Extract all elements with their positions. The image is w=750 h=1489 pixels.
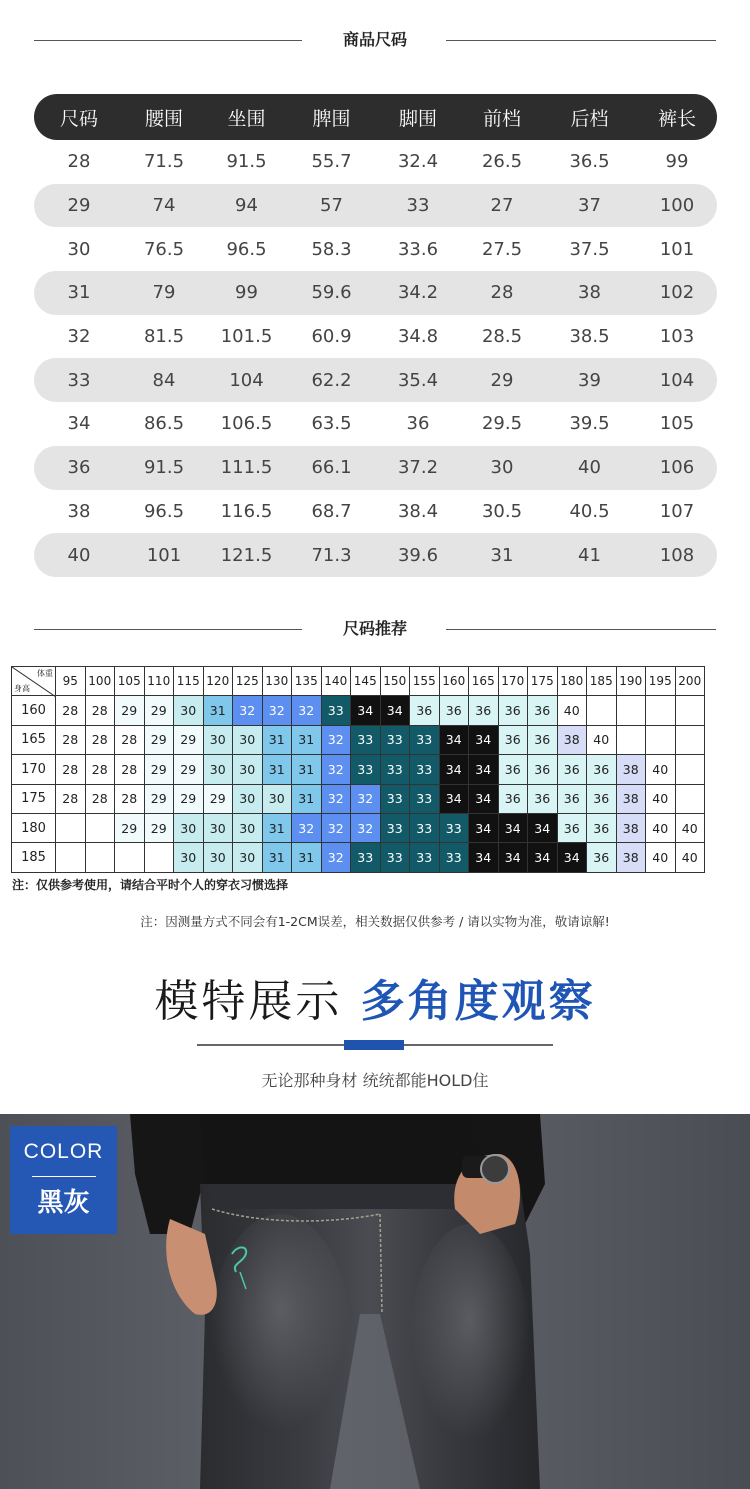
recommended-size-cell: 34	[498, 843, 528, 872]
table-row	[34, 271, 717, 315]
recommended-size-cell: 33	[351, 843, 381, 872]
recommended-size-cell: 40	[675, 813, 705, 842]
recommended-size-cell: 40	[557, 696, 587, 725]
recommended-size-cell: 36	[587, 784, 617, 813]
weight-header: 200	[675, 667, 705, 696]
recommended-size-cell: 34	[469, 755, 499, 784]
table-row	[34, 140, 717, 184]
height-row	[12, 725, 705, 754]
color-name: 黑灰	[37, 1188, 90, 1218]
table-cell: 37.2	[397, 457, 439, 479]
table-row	[34, 227, 717, 271]
recommended-size-cell: 36	[498, 725, 528, 754]
table-cell: 37	[578, 195, 601, 217]
recommended-size-cell	[56, 843, 86, 872]
recommended-size-cell	[616, 725, 646, 754]
recommended-size-cell: 38	[616, 784, 646, 813]
table-cell: 105	[659, 413, 695, 435]
recommended-size-cell: 34	[469, 813, 499, 842]
table-cell: 29	[490, 369, 514, 391]
height-header: 160	[12, 696, 56, 725]
height-row	[12, 755, 705, 784]
recommended-size-cell: 33	[439, 813, 469, 842]
rec-section-title: 尺码推荐	[342, 619, 407, 638]
recommended-size-cell: 36	[557, 755, 587, 784]
recommended-size-cell: 28	[115, 725, 145, 754]
recommended-size-cell: 31	[292, 843, 322, 872]
recommended-size-cell: 34	[351, 696, 381, 725]
recommended-size-cell: 31	[262, 813, 292, 842]
recommended-size-cell: 33	[380, 843, 410, 872]
recommended-size-cell: 29	[144, 784, 174, 813]
table-cell: 30	[490, 457, 514, 479]
recommended-size-cell: 33	[351, 755, 381, 784]
recommended-size-cell: 28	[56, 784, 86, 813]
recommended-size-cell: 34	[380, 696, 410, 725]
weight-header: 190	[616, 667, 646, 696]
recommended-size-cell: 30	[233, 725, 263, 754]
weight-header: 185	[587, 667, 617, 696]
table-cell: 106	[659, 457, 695, 479]
recommended-size-cell: 28	[56, 755, 86, 784]
recommended-size-cell: 33	[351, 725, 381, 754]
table-cell: 84	[152, 369, 176, 391]
recommended-size-cell: 32	[321, 725, 351, 754]
table-row	[34, 402, 717, 446]
recommended-size-cell: 32	[351, 784, 381, 813]
recommended-size-cell: 36	[469, 696, 499, 725]
recommended-size-cell: 30	[174, 843, 204, 872]
recommended-size-cell: 34	[469, 725, 499, 754]
table-cell: 57	[320, 195, 343, 217]
recommended-size-cell: 30	[174, 696, 204, 725]
table-row	[34, 184, 717, 228]
table-row	[34, 358, 717, 402]
table-cell: 63.5	[311, 413, 352, 435]
height-header: 180	[12, 813, 56, 842]
recommended-size-cell: 31	[262, 725, 292, 754]
color-badge	[10, 1126, 117, 1234]
recommended-size-cell	[646, 696, 676, 725]
table-cell: 102	[659, 282, 695, 304]
weight-header: 150	[380, 667, 410, 696]
recommended-size-cell: 34	[469, 784, 499, 813]
recommended-size-cell: 33	[321, 696, 351, 725]
weight-header: 105	[115, 667, 145, 696]
recommended-size-cell: 40	[646, 755, 676, 784]
column-header: 坐围	[227, 107, 266, 130]
column-header: 尺码	[59, 107, 98, 130]
table-cell: 68.7	[311, 500, 352, 522]
table-cell: 106.5	[220, 413, 273, 435]
recommended-size-cell: 29	[174, 755, 204, 784]
table-cell: 35.4	[397, 369, 439, 391]
recommended-size-cell: 36	[528, 696, 558, 725]
recommended-size-cell: 36	[528, 725, 558, 754]
weight-header: 100	[85, 667, 115, 696]
recommended-size-cell: 36	[557, 813, 587, 842]
recommended-size-cell: 30	[233, 843, 263, 872]
recommended-size-cell: 30	[233, 813, 263, 842]
column-header: 脾围	[312, 107, 351, 130]
recommended-size-cell: 33	[410, 813, 440, 842]
recommended-size-cell: 30	[262, 784, 292, 813]
recommended-size-cell: 32	[321, 784, 351, 813]
table-row	[34, 446, 717, 490]
table-cell: 29	[67, 195, 91, 217]
recommended-size-cell: 40	[646, 784, 676, 813]
size-section-header	[0, 28, 750, 52]
table-cell: 34.8	[397, 326, 439, 348]
recommended-size-cell: 36	[528, 784, 558, 813]
table-cell: 28	[490, 282, 514, 304]
size-table-body	[34, 140, 717, 577]
table-cell: 94	[235, 195, 258, 217]
model-title-part-b: 多角度观察	[360, 976, 596, 1027]
table-cell: 38	[578, 282, 601, 304]
recommended-size-cell: 28	[85, 725, 115, 754]
recommended-size-cell: 40	[587, 725, 617, 754]
product-photo	[0, 1114, 750, 1489]
recommended-size-cell: 33	[410, 784, 440, 813]
table-cell: 33	[406, 195, 430, 217]
table-cell: 111.5	[220, 457, 273, 479]
table-row	[34, 533, 717, 577]
table-cell: 59.6	[311, 282, 352, 304]
recommended-size-cell: 29	[174, 725, 204, 754]
recommended-size-cell: 32	[321, 813, 351, 842]
recommended-size-cell	[85, 813, 115, 842]
weight-header: 160	[439, 667, 469, 696]
recommended-size-cell: 32	[262, 696, 292, 725]
table-cell: 31	[67, 282, 91, 304]
table-cell: 60.9	[311, 326, 352, 348]
table-cell: 27.5	[481, 238, 523, 260]
table-cell: 91.5	[143, 457, 185, 479]
recommended-size-cell: 30	[174, 813, 204, 842]
recommended-size-cell: 30	[203, 843, 233, 872]
recommended-size-cell: 29	[144, 755, 174, 784]
recommended-size-cell: 40	[675, 843, 705, 872]
recommended-size-cell	[115, 843, 145, 872]
weight-header: 170	[498, 667, 528, 696]
table-cell: 101.5	[220, 326, 273, 348]
table-cell: 31	[490, 544, 514, 566]
table-cell: 26.5	[481, 151, 523, 173]
table-cell: 32.4	[397, 151, 439, 173]
size-section-title: 商品尺码	[342, 30, 407, 49]
recommended-size-cell: 31	[292, 784, 322, 813]
recommended-size-cell: 29	[115, 813, 145, 842]
table-cell: 37.5	[569, 238, 610, 260]
weight-header: 110	[144, 667, 174, 696]
table-cell: 100	[659, 195, 695, 217]
recommended-size-cell: 33	[380, 755, 410, 784]
recommended-size-cell: 32	[292, 813, 322, 842]
recommended-size-cell: 34	[469, 843, 499, 872]
table-cell: 107	[659, 500, 695, 522]
recommended-size-cell: 34	[439, 725, 469, 754]
recommended-size-cell: 36	[587, 813, 617, 842]
height-header: 185	[12, 843, 56, 872]
recommended-size-cell: 33	[410, 843, 440, 872]
table-cell: 38	[67, 500, 91, 522]
table-cell: 58.3	[311, 238, 352, 260]
divider-right	[446, 40, 716, 41]
table-cell: 36	[67, 457, 91, 479]
recommended-size-cell: 28	[56, 696, 86, 725]
recommended-size-cell: 34	[439, 784, 469, 813]
recommended-size-cell: 34	[557, 843, 587, 872]
recommended-size-cell: 33	[410, 725, 440, 754]
table-row	[34, 315, 717, 359]
table-cell: 34	[67, 413, 91, 435]
recommended-size-cell: 31	[292, 725, 322, 754]
recommended-size-cell: 28	[85, 784, 115, 813]
recommended-size-cell	[56, 813, 86, 842]
recommended-size-cell: 29	[144, 813, 174, 842]
recommended-size-cell: 32	[292, 696, 322, 725]
recommended-size-cell	[616, 696, 646, 725]
recommended-size-cell: 34	[498, 813, 528, 842]
weight-header: 130	[262, 667, 292, 696]
recommended-size-cell: 30	[203, 755, 233, 784]
recommended-size-cell: 28	[56, 725, 86, 754]
recommended-size-cell: 34	[528, 813, 558, 842]
recommended-size-cell: 36	[587, 755, 617, 784]
table-cell: 86.5	[143, 413, 185, 435]
table-cell: 36.5	[569, 151, 610, 173]
table-cell: 71.3	[311, 544, 352, 566]
model-subtitle: 无论那种身材 统统都能HOLD住	[261, 1071, 489, 1090]
table-cell: 39	[578, 369, 601, 391]
height-header: 175	[12, 784, 56, 813]
weight-header: 180	[557, 667, 587, 696]
recommended-size-cell: 36	[410, 696, 440, 725]
recommended-size-cell: 34	[439, 755, 469, 784]
table-cell: 104	[659, 369, 695, 391]
table-cell: 79	[152, 282, 176, 304]
recommended-size-cell: 32	[321, 843, 351, 872]
recommended-size-cell: 33	[439, 843, 469, 872]
table-cell: 91.5	[226, 151, 267, 173]
weight-axis-label: 体重	[37, 669, 53, 678]
column-header: 后档	[570, 107, 609, 130]
recommended-size-cell: 36	[498, 696, 528, 725]
recommended-size-cell: 38	[616, 813, 646, 842]
recommended-size-cell: 29	[144, 725, 174, 754]
recommended-size-cell: 40	[646, 813, 676, 842]
table-cell: 39.6	[397, 544, 439, 566]
column-header: 裤长	[657, 107, 696, 130]
table-cell: 62.2	[311, 369, 352, 391]
height-row	[12, 843, 705, 872]
table-cell: 38.4	[397, 500, 439, 522]
recommendation-note: 注：仅供参考使用，请结合平时个人的穿衣习惯选择	[12, 878, 289, 892]
recommended-size-cell	[85, 843, 115, 872]
divider-right	[446, 629, 716, 630]
size-table	[34, 94, 717, 577]
table-cell: 33	[67, 369, 91, 391]
recommended-size-cell: 29	[174, 784, 204, 813]
title-accent-bar	[344, 1040, 404, 1050]
recommended-size-cell: 30	[233, 755, 263, 784]
table-cell: 71.5	[143, 151, 185, 173]
table-cell: 40	[67, 544, 91, 566]
recommended-size-cell	[675, 784, 705, 813]
recommended-size-cell: 33	[380, 725, 410, 754]
recommended-size-cell: 36	[528, 755, 558, 784]
model-display-title	[0, 965, 750, 1029]
table-cell: 41	[578, 544, 601, 566]
table-cell: 81.5	[143, 326, 185, 348]
table-cell: 96.5	[226, 238, 267, 260]
weight-header-row	[12, 667, 705, 696]
recommended-size-cell: 32	[351, 813, 381, 842]
table-cell: 38.5	[569, 326, 610, 348]
table-cell: 29.5	[481, 413, 523, 435]
table-cell: 34.2	[397, 282, 439, 304]
recommended-size-cell: 38	[616, 843, 646, 872]
height-header: 165	[12, 725, 56, 754]
table-cell: 121.5	[220, 544, 273, 566]
table-cell: 27	[490, 195, 514, 217]
recommended-size-cell: 31	[292, 755, 322, 784]
recommended-size-cell: 40	[646, 843, 676, 872]
recommended-size-cell: 29	[115, 696, 145, 725]
table-cell: 39.5	[569, 413, 610, 435]
color-badge-label: COLOR	[23, 1140, 104, 1163]
table-cell: 32	[67, 326, 91, 348]
height-row	[12, 784, 705, 813]
recommended-size-cell: 30	[203, 813, 233, 842]
recommended-size-cell	[675, 725, 705, 754]
table-cell: 101	[659, 238, 695, 260]
size-table-header	[34, 94, 717, 140]
recommended-size-cell: 31	[203, 696, 233, 725]
weight-header: 195	[646, 667, 676, 696]
weight-header: 155	[410, 667, 440, 696]
recommended-size-cell: 38	[616, 755, 646, 784]
height-header: 170	[12, 755, 56, 784]
height-row	[12, 813, 705, 842]
table-cell: 116.5	[220, 500, 273, 522]
recommended-size-cell: 31	[262, 755, 292, 784]
measurement-note: 注：因测量方式不同会有1-2CM误差，相关数据仅供参考 / 请以实物为准，敬请谅解!	[140, 914, 610, 929]
weight-header: 125	[233, 667, 263, 696]
recommended-size-cell: 32	[233, 696, 263, 725]
recommended-size-cell	[675, 755, 705, 784]
recommended-size-cell	[587, 696, 617, 725]
table-cell: 104	[229, 369, 264, 391]
column-header: 前档	[482, 107, 521, 130]
recommended-size-cell: 36	[498, 755, 528, 784]
table-cell: 108	[659, 544, 695, 566]
table-cell: 76.5	[143, 238, 185, 260]
recommended-size-cell: 28	[115, 784, 145, 813]
recommended-size-cell: 34	[528, 843, 558, 872]
table-cell: 96.5	[143, 500, 185, 522]
table-cell: 30.5	[481, 500, 523, 522]
table-cell: 55.7	[311, 151, 352, 173]
recommended-size-cell: 38	[557, 725, 587, 754]
recommended-size-cell: 30	[203, 725, 233, 754]
table-cell: 103	[659, 326, 695, 348]
weight-header: 175	[528, 667, 558, 696]
table-row	[34, 490, 717, 534]
recommended-size-cell: 36	[439, 696, 469, 725]
table-cell: 36	[406, 413, 430, 435]
weight-header: 95	[56, 667, 86, 696]
recommended-size-cell: 31	[262, 843, 292, 872]
recommended-size-cell: 36	[498, 784, 528, 813]
size-recommendation-table	[11, 666, 705, 873]
model-title-part-a: 模特展示	[154, 976, 343, 1027]
weight-header: 120	[203, 667, 233, 696]
table-cell: 66.1	[311, 457, 352, 479]
table-cell: 101	[146, 544, 182, 566]
recommended-size-cell	[646, 725, 676, 754]
recommended-size-cell: 28	[85, 696, 115, 725]
recommended-size-cell: 30	[233, 784, 263, 813]
weight-header: 135	[292, 667, 322, 696]
recommended-size-cell: 33	[410, 755, 440, 784]
corner-header	[12, 667, 56, 696]
recommended-size-cell: 32	[321, 755, 351, 784]
recommended-size-cell	[144, 843, 174, 872]
recommended-size-cell: 33	[380, 784, 410, 813]
rec-section-header	[0, 617, 750, 641]
recommended-size-cell: 36	[557, 784, 587, 813]
recommended-size-cell: 36	[587, 843, 617, 872]
height-axis-label: 身高	[14, 684, 30, 694]
table-cell: 33.6	[397, 238, 439, 260]
recommended-size-cell: 28	[115, 755, 145, 784]
table-cell: 40	[578, 457, 601, 479]
recommended-size-cell: 28	[85, 755, 115, 784]
recommended-size-cell: 29	[203, 784, 233, 813]
table-cell: 28	[67, 151, 91, 173]
table-cell: 28.5	[481, 326, 523, 348]
weight-header: 140	[321, 667, 351, 696]
recommended-size-cell	[675, 696, 705, 725]
table-cell: 40.5	[569, 500, 610, 522]
recommended-size-cell: 29	[144, 696, 174, 725]
table-cell: 99	[665, 151, 689, 173]
table-cell: 30	[67, 238, 91, 260]
recommended-size-cell: 33	[380, 813, 410, 842]
weight-header: 115	[174, 667, 204, 696]
height-row	[12, 696, 705, 725]
weight-header: 145	[351, 667, 381, 696]
color-badge-divider	[32, 1176, 96, 1177]
column-header: 腰围	[144, 107, 183, 130]
column-header: 脚围	[398, 107, 437, 130]
weight-header: 165	[469, 667, 499, 696]
table-cell: 74	[152, 195, 176, 217]
table-cell: 99	[235, 282, 258, 304]
